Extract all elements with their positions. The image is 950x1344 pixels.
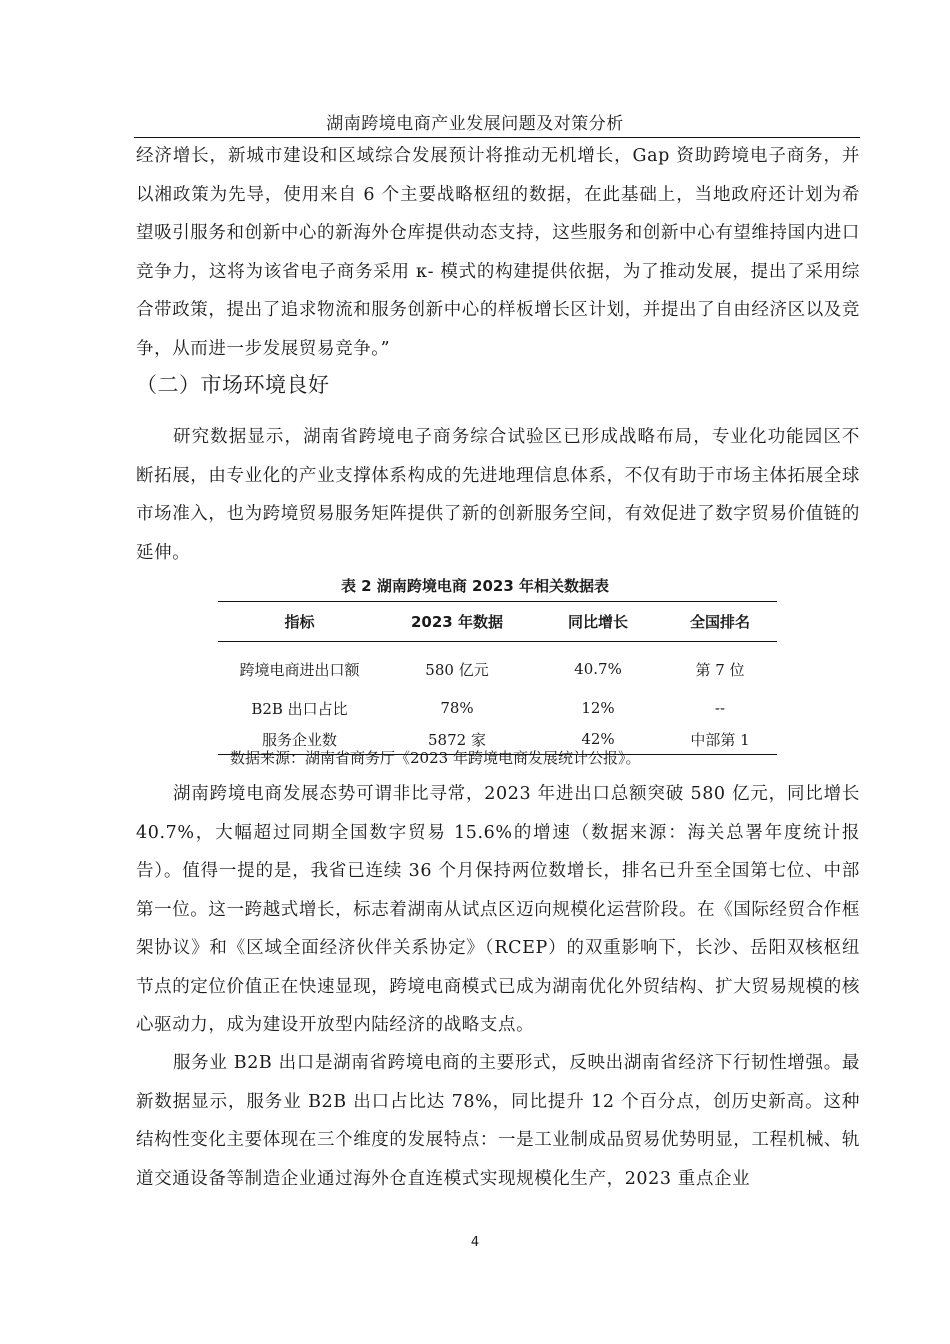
paragraph-growth: 湖南跨境电商发展态势可谓非比寻常，2023 年进出口总额突破 580 亿元，同比增长 40.7%，大幅超过同期全国数字贸易 15.6%的增速（数据来源：海关总署年度统计报告）。值得一提的是，我省已连续 36 个月保持两位数增长，排名已升至全国第七位、中部第一位。这一跨越式增长，标志着湖南从试点区迈向规模化运营阶段。在《国际经贸合作框架协议》和《区域全面经济伙伴关系协定》（RCEP）的双重影响下，长沙、岳阳双核枢纽节点的定位价值正在快速显现，跨境电商模式已成为湖南优化外贸结构、扩大贸易规模的核心驱动力，成为建设开放型内陆经济的战略支点。: [136, 784, 860, 1035]
table-cell: 服务企业数: [218, 724, 381, 755]
section-heading: （二）市场环境良好: [136, 373, 330, 397]
data-table: [218, 601, 777, 755]
table-cell: 42%: [533, 724, 663, 755]
page-number: 4: [470, 1235, 480, 1250]
table-cell: --: [714, 699, 726, 717]
table-header-cell: 2023 年数据: [381, 602, 533, 642]
table-cell: 跨境电商进出口额: [239, 660, 360, 679]
paragraph-research-data: 研究数据显示，湖南省跨境电子商务综合试验区已形成战略布局，专业化功能园区不断拓展，由专业化的产业支撑体系构成的先进地理信息体系，不仅有助于市场主体拓展全球市场准入，也为跨境贸易服务矩阵提供了新的创新服务空间，有效促进了数字贸易价值链的延伸。: [136, 427, 860, 563]
table-caption: 表 2 湖南跨境电商 2023 年相关数据表: [340, 577, 610, 595]
table-row: [218, 642, 777, 693]
table-cell: 580 亿元: [425, 660, 489, 679]
table-header-cell: 指标: [218, 602, 381, 642]
table-cell: 12%: [581, 699, 615, 717]
table-header-cell: 同比增长: [533, 602, 663, 642]
running-header: 湖南跨境电商产业发展问题及对策分析: [326, 114, 624, 134]
table-cell: B2B 出口占比: [251, 699, 348, 718]
table-cell: 5872 家: [381, 724, 533, 755]
table-source-note: 数据来源：湖南省商务厅《2023 年跨境电商发展统计公报》。: [230, 749, 641, 767]
table-header-cell: 全国排名: [663, 602, 777, 642]
table-header-row: [218, 602, 777, 642]
table-cell: 中部第 1: [663, 724, 777, 755]
table-cell: 第 7 位: [695, 660, 745, 679]
table-cell: 40.7%: [574, 660, 622, 678]
table-cell: 78%: [440, 699, 474, 717]
paragraph-b2b-export: 服务业 B2B 出口是湖南省跨境电商的主要形式，反映出湖南省经济下行韧性增强。最新数据显示，服务业 B2B 出口占比达 78%，同比提升 12 个百分点，创历史新高。这种结构性变化主要体现在三个维度的发展特点：一是工业制成品贸易优势明显，工程机械、轨道交通设备等制造企业通过海外仓直连模式实现规模化生产，2023 重点企业: [136, 1053, 860, 1189]
paragraph-continuation: 经济增长，新城市建设和区域综合发展预计将推动无机增长，Gap 资助跨境电子商务，并以湘政策为先导，使用来自 6 个主要战略枢纽的数据，在此基础上，当地政府还计划为希望吸引服务和创新中心的新海外仓库提供动态支持，这些服务和创新中心有望维持国内进口竞争力，这将为该省电子商务采用 κ- 模式的构建提供依据，为了推动发展，提出了采用综合带政策，提出了追求物流和服务创新中心的样板增长区计划，并提出了自由经济区以及竞争，从而进一步发展贸易竞争。”: [136, 146, 860, 359]
table-row: [218, 692, 777, 724]
